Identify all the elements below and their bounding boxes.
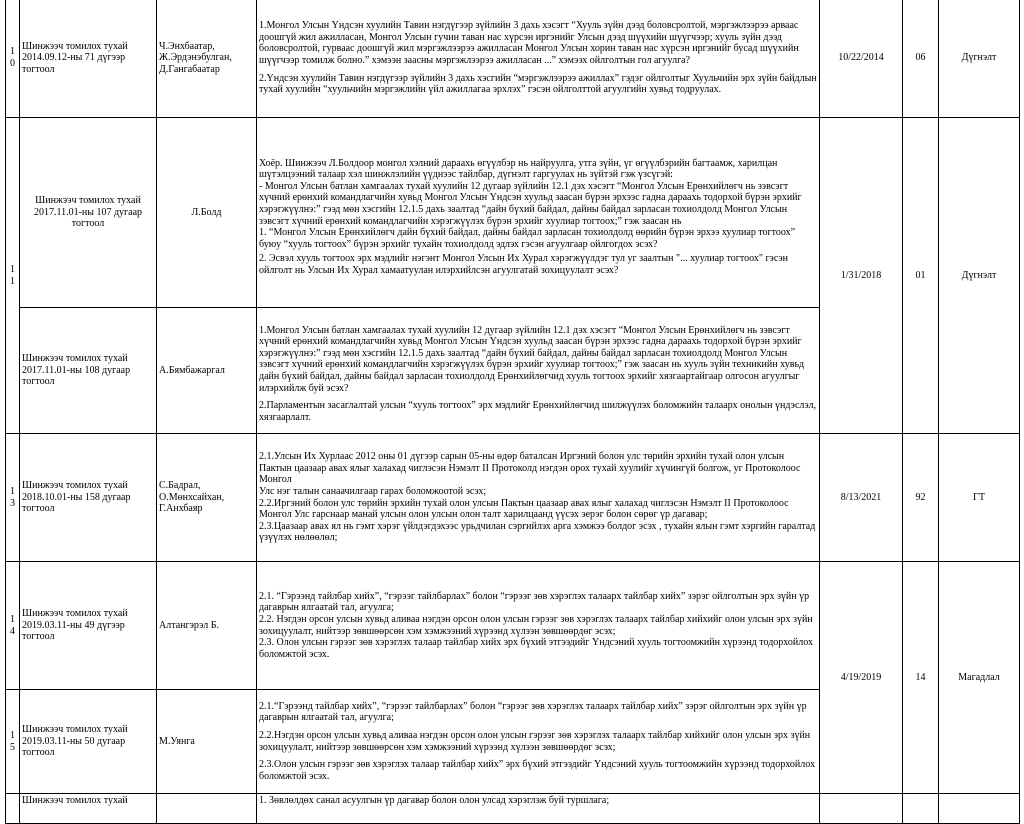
row-number: 14 xyxy=(6,562,20,690)
row-number: 10 xyxy=(6,0,20,118)
expert-names xyxy=(157,434,257,562)
expert-names xyxy=(157,118,257,308)
decision-date: 1/31/2018 xyxy=(820,118,903,434)
table-row xyxy=(6,118,1020,308)
question-text: 2.1.“Гэрээнд тайлбар хийх”, “гэрээг тайлбарлах” болон “гэрээг зөв хэрэглэх талаарх тайлбар хийх” зэрэг ойлголтын эрх зүйн үр дагаврын ялгаатай тал, агуулга; xyxy=(259,700,807,724)
decision-number: 14 xyxy=(903,562,939,794)
expert-questions xyxy=(257,0,820,118)
document-table xyxy=(5,0,1020,824)
resolution-title: Шинжээч томилох тухай xyxy=(20,794,157,824)
question-text: 2.Үндсэн хуулийн Тавин нэгдүгээр зүйлийн 3 дахь хэсгийн “мэргэжлээрээ ажиллах” гэдэг ойлголтыг Хуульчийн эрх зүйн байдлын тухай хуулийн “хуульчийн мэргэжлийн үйл ажиллагаа эрхлэх” гэсэн ойлголттой агуулгийн хувьд тодруулах. xyxy=(259,72,817,96)
decision-date: 8/13/2021 xyxy=(820,434,903,562)
decision-type: ГТ xyxy=(939,434,1020,562)
expert-name: О.Мөнхсайхан, xyxy=(159,491,225,503)
table-row xyxy=(6,0,1020,118)
row-number: 15 xyxy=(6,690,20,794)
resolution-title: Шинжээч томилох тухай 2014.09.12-ны 71 дүгээр тогтоол xyxy=(20,0,157,118)
expert-names xyxy=(157,0,257,118)
expert-name: Л.Болд xyxy=(191,206,222,218)
resolution-title: Шинжээч томилох тухай 2018.10.01-ны 158 дугаар тогтоол xyxy=(20,434,157,562)
expert-name: Г.Анхбаяр xyxy=(159,503,203,515)
expert-name: Д.Гангабаатар xyxy=(159,63,220,75)
table-row xyxy=(6,794,1020,824)
expert-name: С.Бадрал, xyxy=(159,480,201,492)
expert-questions xyxy=(257,562,820,690)
question-text: 2.2.Иргэний болон улс төрийн эрхийн тухай олон улсын Пактын цаазаар авах ялыг халахад чиглэсэн Нэмэлт II Протоколоос Монгол Улс гарснаар манай улсын олон улсын олон талт харилцаанд үүсэх эерэг болон сөрөг үр дагавар; xyxy=(259,497,789,521)
expert-names xyxy=(157,308,257,434)
question-text: 1.Монгол Улсын батлан хамгаалах тухай хуулийн 12 дугаар зүйлийн 12.1 дэх хэсэгт “Монгол Улсын Ерөнхийлөгч нь зэвсэгт хүчний ерөнхий командлагчийн хувьд Монгол Улсын Үндсэн хуульд заасан бүрэн эрхээс гадна дараахь тодорхой бүрэн эрхийг хэрэгжүүлнэ:” гээд мөн хэсгийн 12.1.5 дахь заалтад “дайн бүхий байдал, дайны байдал зарласан тохиолдолд Монгол Улсын зэвсэгт хүчний ерөнхий командлагчийн хэрэгжүүлэх бүрэн эрхийг хуулиар тогтоох;” гэж заасан нь хууль зүйн техникийн хувьд дайн бүхий байдал, дайны байдал зарласан тохиолдолд Ерөнхийлөгчид хууль тогтоох эрхийг хязгаартайгаар олгосон агуулгыг илэрхийлж буй эсэх? xyxy=(259,324,805,394)
expert-names xyxy=(157,690,257,794)
question-text: 1. Зөвлөлдөх санал асуулгын үр дагавар болон олон улсад хэрэглэж буй туршлага; xyxy=(259,795,610,806)
expert-name: Ж.Эрдэнэбулган, xyxy=(159,52,232,64)
decision-number: 06 xyxy=(903,0,939,118)
question-text: 1.Монгол Улсын Үндсэн хуулийн Тавин нэгдүгээр зүйлийн 3 дахь хэсэгт “Хууль зүйн дээд боловсролтой, мэргэжлээрээ арваас доошгүй жил ажилласан, Монгол Улсын гучин таван нас хүрсэн иргэнийг Улсын дээд шүүхийн шүүгчээр; хууль зүйн дээд боловсролтой, гурваас доошгүй жил мэргэжлээрээ ажилласан Монгол Улсын хорин таван нас хүрсэн иргэнийг бусад шүүхийн шүүгчээр томилж болно.” хэмээн заасны мэргэжлээрээ ажилласан ...” хэмээх ойлголтын гол агуулга? xyxy=(259,20,799,66)
decision-date xyxy=(820,794,903,824)
resolution-title: Шинжээч томилох тухай 2019.03.11-ны 49 дүгээр тогтоол xyxy=(20,562,157,690)
table-row xyxy=(6,562,1020,690)
decision-type: Дүгнэлт xyxy=(939,0,1020,118)
decision-type xyxy=(939,794,1020,824)
expert-names xyxy=(157,794,257,824)
question-text: 2.2.Нэгдэн орсон улсын хувьд аливаа нэгдэн орсон олон улсын гэрээг зөв хэрэглэх талаарх тайлбар хийхийг олон улсын эрх зүйн зохицуулалт, нийтээр зөвшөөрсөн хэм хэмжээний хүрээнд хүлээн зөвшөөрдөг эсэх; xyxy=(259,729,811,753)
expert-questions xyxy=(257,118,820,308)
question-text: 2.1. “Гэрээнд тайлбар хийх”, “гэрээг тайлбарлах” болон “гэрээг зөв хэрэглэх талаарх тайлбар хийх” зэрэг ойлголтын эрх зүйн үр дагаврын ялгаатай тал, агуулга; 2.2. Нэгдэн орсон улсын хувьд аливаа нэгдэн орсон олон улсын гэрээг зөв хэрэглэх талаарх тайлбар хийхийг олон улсын эрх зүйн зохицуулалт, нийтээр зөвшөөрсөн хэм хэмжээний хүрээнд хүлээн зөвшөөрдөг эсэх; 2.3. Олон улсын гэрээг зөв хэрэглэх талаар тайлбар хийх эрх бүхий этгээдийг Үндсэний хууль тогтоомжийн хүрээнд тодорхойлох боломжтой эсэх. xyxy=(259,590,814,660)
decision-date: 4/19/2019 xyxy=(820,562,903,794)
question-text: 2.3.Олон улсын гэрээг зөв хэрэглэх талаар тайлбар хийх” эрх бүхий этгээдийг Үндсэний хууль тогтоомжийн хүрээнд тодорхойлох боломжтой эсэх. xyxy=(259,759,815,782)
question-text: 2.1.Улсын Их Хурлаас 2012 оны 01 дүгээр сарын 05-ны өдөр баталсан Иргэний болон улс төрийн эрхийн тухай олон улсын Пактын цаазаар авах ялыг халахад чиглэсэн Нэмэлт II Протоколд нэгдэн орох тухай хуулийг хүчингүй болгож, уг Протоколоос Монгол Улс нэг талын санаачилгаар гарах боломжоотой эсэх; xyxy=(259,451,801,497)
question-text: Хоёр. Шинжээч Л.Болдоор монгол хэлний дараахь өгүүлбэр нь найруулга, утга зүйн, үг өгүүлбэрийн багтаамж, харилцан шүтэлцээний талаар хэл шинжлэлийн үүднээс тайлбар, дүгнэлт гаргуулах нь зүйтэй гэж үзсүгэй: - Монгол Улсын батлан хамгаалах тухай хуулийн 12 дугаар зүйлийн 12.1 дэх хэсэгт “Монгол Улсын Ерөнхийлөгч нь зэвсэгт хүчний ерөнхий командлагчийн хувьд Монгол Улсын Үндсэн хуульд заасан бүрэн эрхээс гадна дараахь тодорхой бүрэн эрхийг хэрэгжүүлнэ:” гээд мөн хэсгийн 12.1.5 дахь заалтад “дайн бүхий байдал, дайны байдал зарласан тохиолдолд Монгол Улсын зэвсэгт хүчний ерөнхий командлагчийн хэрэгжүүлэх бүрэн эрхийг хуулиар тогтоох;” гэж заасан нь 1. “Монгол Улсын Ерөнхийлөгч дайн бүхий байдал, дайны байдал зарласан тохиолдолд өөрийн бүрэн эрхээ хуулиар тогтоох” буюу “хууль тогтоох” бүрэн эрхийг тухайн тохиолдолд эдлэх гэсэн агуулгаар ойлгогдох эсэх? xyxy=(259,157,802,250)
expert-questions xyxy=(257,308,820,434)
decision-number: 92 xyxy=(903,434,939,562)
question-text: 2.Парламентын засаглалтай улсын “хууль тогтоох” эрх мэдлийг Ерөнхийлөгчид шилжүүлэх боломжийн талаарх онолын үндэслэл, хязгаарлалт. xyxy=(259,400,816,423)
expert-name: Алтангэрэл Б. xyxy=(159,619,219,631)
row-number xyxy=(6,794,20,824)
question-text: 2. Эсвэл хууль тогтоох эрх мэдлийг нэгэнт Монгол Улсын Их Хурал хэрэгжүүлдэг тул уг заалтын "... хуулиар тогтоох" гэсэн ойлголт нь Улсын Их Хурал хамаатуулан илэрхийлсэн агуулгатай зохицуулалт эсэх? xyxy=(259,253,789,276)
resolution-title: Шинжээч томилох тухай 2017.11.01-ны 108 дугаар тогтоол xyxy=(20,308,157,434)
decision-number xyxy=(903,794,939,824)
resolution-title: Шинжээч томилох тухай 2017.11.01-ны 107 дугаар тогтоол xyxy=(20,118,157,308)
decision-number: 01 xyxy=(903,118,939,434)
row-number: 11 xyxy=(6,118,20,434)
row-number: 13 xyxy=(6,434,20,562)
decision-type: Дүгнэлт xyxy=(939,118,1020,434)
resolution-title: Шинжээч томилох тухай 2019.03.11-ны 50 дугаар тогтоол xyxy=(20,690,157,794)
question-text: 2.3.Цаазаар авах ял нь гэмт хэрэг үйлдэгдэхээс урьдчилан сэргийлэх арга хэмжээ болдог эсэх , тухайн ялын гэмт хэргийн гаралтад үзүүлэх нөлөөлөл; xyxy=(259,520,816,544)
decision-type: Магадлал xyxy=(939,562,1020,794)
decision-date: 10/22/2014 xyxy=(820,0,903,118)
expert-names xyxy=(157,562,257,690)
table-row xyxy=(6,434,1020,562)
expert-questions xyxy=(257,794,820,824)
expert-name: М.Уянга xyxy=(159,735,195,747)
expert-name: Ч.Энхбаатар, xyxy=(159,40,215,52)
expert-questions xyxy=(257,690,820,794)
expert-name: А.Бямбажаргал xyxy=(159,364,225,376)
expert-questions xyxy=(257,434,820,562)
